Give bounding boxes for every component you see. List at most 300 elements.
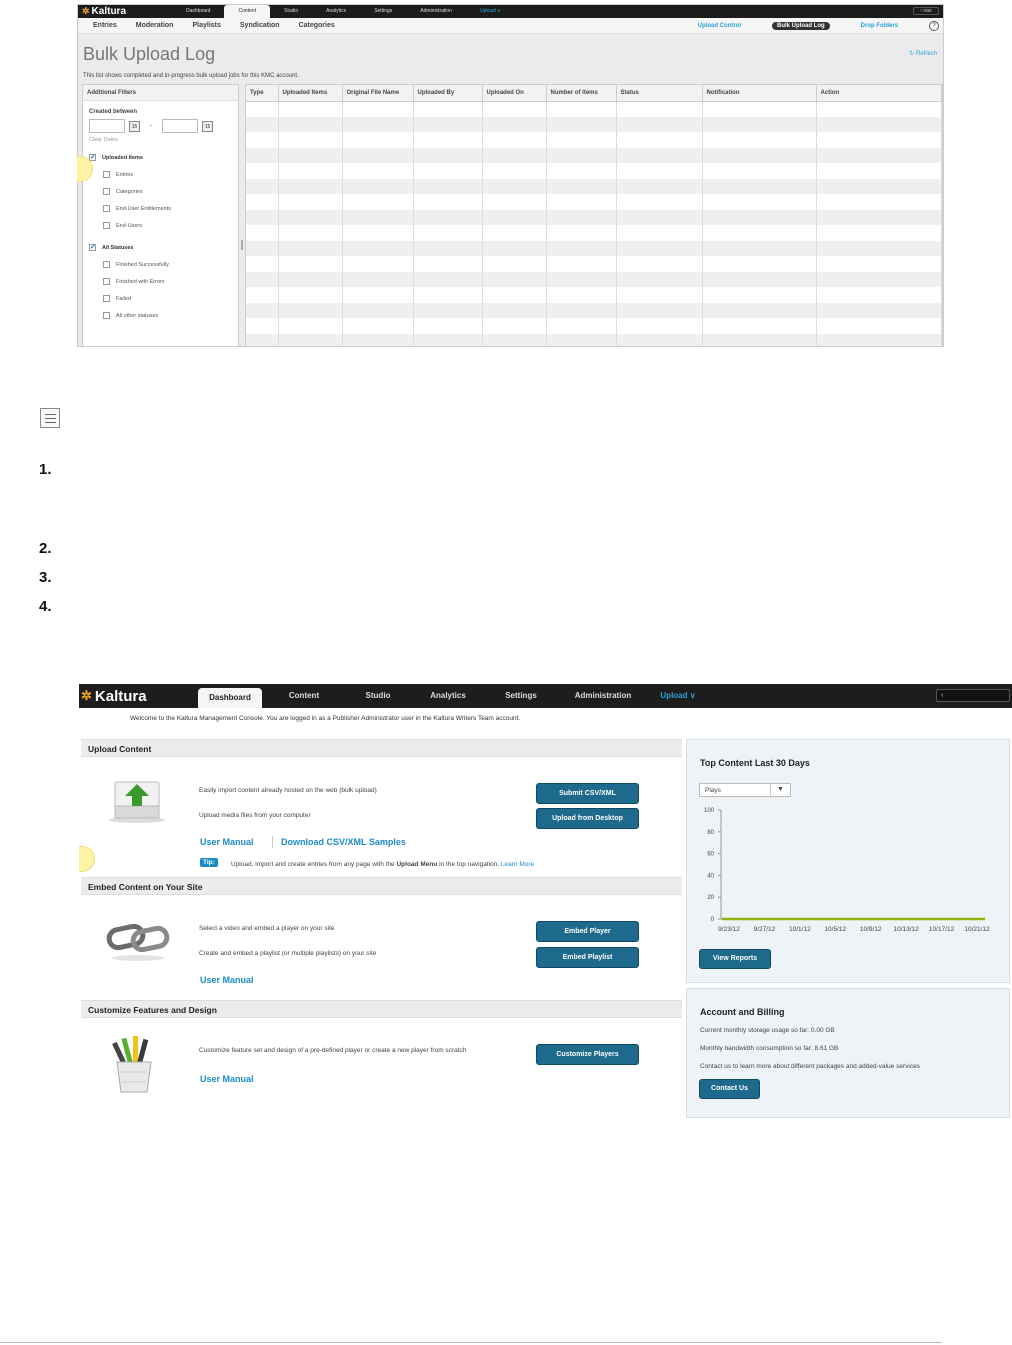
- learn-more-link[interactable]: Learn More: [500, 861, 535, 868]
- table-cell: [482, 163, 546, 179]
- x-tick-label: 10/13/12: [893, 926, 919, 933]
- table-cell: [546, 163, 616, 179]
- table-cell: [816, 132, 942, 148]
- table-row: [246, 272, 942, 288]
- nav-tab[interactable]: Upload ∨: [479, 8, 501, 14]
- table-cell: [702, 194, 816, 210]
- table-row: [246, 210, 942, 226]
- table-cell: [616, 225, 702, 241]
- table-header-row: [246, 85, 942, 101]
- table-cell: [413, 225, 482, 241]
- top-content-title: Top Content Last 30 Days: [700, 758, 810, 768]
- table-cell: [278, 179, 342, 195]
- table-cell: [246, 148, 278, 164]
- table-row: [246, 132, 942, 148]
- user-manual-link[interactable]: User Manual: [200, 1074, 254, 1084]
- column-header[interactable]: Uploaded Items: [278, 85, 342, 101]
- table-cell: [702, 334, 816, 348]
- nav-tab[interactable]: Administration: [574, 691, 632, 700]
- checkbox-icon: [103, 171, 110, 178]
- main-nav: [198, 684, 706, 708]
- kaltura-logo[interactable]: ✲ Kaltura: [82, 6, 126, 17]
- nav-tab[interactable]: Content: [288, 691, 320, 700]
- item-type-checkbox[interactable]: [89, 166, 232, 183]
- contact-us-button[interactable]: Contact Us: [699, 1079, 760, 1099]
- kaltura-logo[interactable]: ✲ Kaltura: [81, 687, 147, 705]
- table-row: [246, 225, 942, 241]
- kaltura-star-icon: ✲: [82, 6, 90, 16]
- start-date-input[interactable]: [89, 119, 125, 133]
- table-cell: [246, 287, 278, 303]
- table-cell: [278, 318, 342, 334]
- content-subnav-left: [93, 22, 354, 29]
- subnav-tab[interactable]: Moderation: [135, 22, 174, 29]
- table-cell: [546, 256, 616, 272]
- table-cell: [482, 241, 546, 257]
- table-cell: [546, 148, 616, 164]
- date-separator: -: [150, 123, 152, 129]
- checkbox-icon: [103, 205, 110, 212]
- page-description: This list shows completed and in-progress bulk upload jobs for this KMC account.: [83, 73, 299, 79]
- user-menu[interactable]: ‹ nan: [913, 7, 939, 15]
- y-tick-label: 20: [707, 895, 714, 902]
- table-cell: [616, 241, 702, 257]
- table-cell: [616, 101, 702, 117]
- table-cell: [616, 179, 702, 195]
- nav-tab[interactable]: Dashboard: [198, 688, 262, 708]
- table-cell: [342, 241, 413, 257]
- table-cell: [246, 179, 278, 195]
- uploaded-items-checkbox[interactable]: ✓ Uploaded Items: [90, 154, 143, 161]
- table-cell: [816, 117, 942, 133]
- table-cell: [482, 210, 546, 226]
- column-header[interactable]: Original File Name: [342, 85, 413, 101]
- status-checkbox[interactable]: [89, 290, 232, 307]
- table-cell: [616, 194, 702, 210]
- chain-link-icon: [105, 920, 171, 962]
- column-header[interactable]: Uploaded By: [413, 85, 482, 101]
- table-cell: [342, 334, 413, 348]
- table-cell: [702, 287, 816, 303]
- checkbox-icon: [103, 295, 110, 302]
- bulk-upload-log-screenshot: [77, 4, 944, 347]
- top-content-chart: [693, 804, 993, 944]
- subnav-tab[interactable]: Categories: [298, 22, 335, 29]
- table-cell: [546, 117, 616, 133]
- table-cell: [546, 272, 616, 288]
- table-cell: [546, 225, 616, 241]
- checkbox-label: All other statuses: [116, 312, 159, 319]
- table-row: [246, 256, 942, 272]
- embed-content-heading: Embed Content on Your Site: [81, 877, 682, 895]
- table-cell: [616, 334, 702, 348]
- checked-checkbox-icon: ✓: [90, 244, 96, 251]
- table-cell: [413, 179, 482, 195]
- table-cell: [616, 318, 702, 334]
- kmc-dashboard-screenshot: [79, 684, 1012, 1120]
- checkbox-label: Categories: [116, 188, 143, 195]
- footer-divider: [0, 1342, 942, 1343]
- table-row: [246, 334, 942, 348]
- table-cell: [702, 256, 816, 272]
- table-cell: [246, 225, 278, 241]
- table-cell: [342, 148, 413, 164]
- table-cell: [702, 117, 816, 133]
- table-cell: [413, 241, 482, 257]
- table-cell: [482, 194, 546, 210]
- table-cell: [413, 101, 482, 117]
- table-cell: [546, 210, 616, 226]
- table-cell: [702, 225, 816, 241]
- table-cell: [278, 117, 342, 133]
- nav-tab[interactable]: Studio: [283, 8, 299, 14]
- table-cell: [616, 256, 702, 272]
- numbered-list-icon: [40, 408, 60, 428]
- table-cell: [413, 287, 482, 303]
- table-cell: [342, 318, 413, 334]
- table-row: [246, 117, 942, 133]
- table-cell: [702, 132, 816, 148]
- top-content-panel: [686, 739, 1010, 983]
- table-cell: [546, 132, 616, 148]
- x-tick-label: 9/27/12: [753, 926, 776, 933]
- table-cell: [342, 101, 413, 117]
- table-cell: [616, 303, 702, 319]
- embed-player-button[interactable]: Embed Player: [536, 921, 639, 942]
- table-cell: [482, 117, 546, 133]
- table-row: [246, 194, 942, 210]
- main-nav: [172, 5, 515, 18]
- x-tick-label: 9/23/12: [718, 926, 740, 933]
- item-type-checkbox[interactable]: [89, 183, 232, 200]
- table-cell: [482, 101, 546, 117]
- table-cell: [482, 303, 546, 319]
- table-cell: [278, 210, 342, 226]
- bulk-upload-table: [245, 84, 943, 347]
- table-cell: [413, 256, 482, 272]
- table-cell: [246, 194, 278, 210]
- table-cell: [342, 272, 413, 288]
- table-cell: [246, 163, 278, 179]
- table-cell: [278, 303, 342, 319]
- nav-tab[interactable]: Upload ∨: [660, 691, 696, 700]
- table-cell: [413, 117, 482, 133]
- user-manual-link[interactable]: User Manual: [200, 975, 254, 985]
- table-cell: [342, 210, 413, 226]
- checkbox-label: Finished Successfully: [116, 261, 169, 268]
- table-cell: [342, 287, 413, 303]
- table-cell: [546, 194, 616, 210]
- splitter-grip-icon[interactable]: [241, 240, 243, 250]
- table-cell: [413, 132, 482, 148]
- submit-csv-xml-button[interactable]: Submit CSV/XML: [536, 783, 639, 804]
- item-type-checkbox[interactable]: [89, 200, 232, 217]
- tab-bulk-upload-log[interactable]: Bulk Upload Log: [772, 22, 830, 30]
- table-cell: [616, 117, 702, 133]
- status-checkbox[interactable]: [89, 307, 232, 324]
- page-title: Bulk Upload Log: [83, 44, 216, 64]
- clear-dates-link[interactable]: Clear Dates: [89, 137, 119, 143]
- column-header[interactable]: Type: [246, 85, 278, 101]
- table-cell: [413, 163, 482, 179]
- table-cell: [278, 287, 342, 303]
- table-cell: [278, 256, 342, 272]
- table-row: [246, 287, 942, 303]
- table-cell: [616, 132, 702, 148]
- table-cell: [246, 241, 278, 257]
- nav-tab[interactable]: Dashboard: [186, 8, 211, 14]
- table-cell: [616, 163, 702, 179]
- status-filters: [89, 256, 232, 324]
- column-header[interactable]: Status: [616, 85, 702, 101]
- tab-upload-control[interactable]: Upload Control: [697, 23, 741, 29]
- checkbox-label: End-Users: [116, 222, 142, 229]
- nav-tab[interactable]: Administration: [420, 8, 452, 14]
- table-cell: [546, 179, 616, 195]
- table-cell: [816, 194, 942, 210]
- table-cell: [702, 148, 816, 164]
- status-checkbox[interactable]: [89, 256, 232, 273]
- table-cell: [482, 225, 546, 241]
- table-cell: [413, 210, 482, 226]
- table-cell: [816, 179, 942, 195]
- step-number: 2.: [39, 540, 52, 557]
- bandwidth-usage-text: Monthly bandwidth consumption so far: 8.61 GB: [700, 1045, 839, 1052]
- table-cell: [278, 194, 342, 210]
- table-row: [246, 318, 942, 334]
- help-icon[interactable]: ?: [929, 21, 939, 31]
- user-manual-link[interactable]: User Manual: [200, 837, 254, 847]
- end-date-input[interactable]: [162, 119, 198, 133]
- step-number: 3.: [39, 569, 52, 586]
- x-tick-label: 10/17/12: [928, 926, 955, 933]
- subnav-tab[interactable]: Syndication: [239, 22, 280, 29]
- table-row: [246, 148, 942, 164]
- table-cell: [342, 225, 413, 241]
- nav-tab[interactable]: Content: [224, 5, 270, 18]
- table-cell: [246, 256, 278, 272]
- checkbox-label: Entries: [116, 171, 134, 178]
- y-tick-label: 100: [703, 808, 714, 814]
- customize-players-button[interactable]: Customize Players: [536, 1044, 639, 1065]
- filters-heading: Additional Filters: [83, 85, 238, 101]
- table-cell: [702, 241, 816, 257]
- table-cell: [246, 101, 278, 117]
- upload-box-icon: [105, 776, 169, 824]
- table-cell: [702, 303, 816, 319]
- table-cell: [482, 132, 546, 148]
- table-body: [246, 101, 942, 347]
- user-menu[interactable]: ‹: [936, 689, 1010, 702]
- table-cell: [278, 225, 342, 241]
- nav-tab[interactable]: Settings: [374, 8, 393, 14]
- welcome-message: Welcome to the Kaltura Management Console. You are logged in as a Publisher Administrator user in the Kaltura Writers Team account.: [130, 715, 521, 722]
- content-subnav: [78, 18, 943, 34]
- table-cell: [278, 132, 342, 148]
- table-cell: [246, 132, 278, 148]
- x-tick-label: 10/21/12: [964, 926, 990, 933]
- table-cell: [816, 256, 942, 272]
- table-cell: [816, 101, 942, 117]
- table-row: [246, 179, 942, 195]
- checkbox-icon: [103, 188, 110, 195]
- y-tick-label: 0: [710, 917, 714, 923]
- top-navigation-bar: [79, 684, 1012, 708]
- nav-tab[interactable]: Studio: [365, 691, 391, 700]
- table-row: [246, 303, 942, 319]
- table-cell: [342, 179, 413, 195]
- table-cell: [816, 287, 942, 303]
- table-cell: [246, 318, 278, 334]
- table-cell: [413, 194, 482, 210]
- calendar-icon[interactable]: 15: [202, 121, 213, 132]
- step-number: 4.: [39, 598, 52, 615]
- metric-select[interactable]: Plays ▼: [699, 783, 791, 797]
- table-cell: [616, 148, 702, 164]
- table-cell: [702, 210, 816, 226]
- column-header[interactable]: Notification: [702, 85, 816, 101]
- table-cell: [342, 256, 413, 272]
- table-row: [246, 163, 942, 179]
- tip-badge: Tip:: [200, 858, 218, 867]
- additional-filters-panel: [82, 84, 239, 347]
- x-tick-label: 10/1/12: [789, 926, 811, 933]
- table-cell: [246, 334, 278, 348]
- date-range: [89, 119, 232, 133]
- checkbox-icon: [103, 312, 110, 319]
- table-cell: [278, 163, 342, 179]
- y-tick-label: 80: [707, 829, 714, 836]
- status-checkbox[interactable]: [89, 273, 232, 290]
- y-tick-label: 60: [707, 851, 714, 858]
- table-cell: [278, 241, 342, 257]
- table-cell: [413, 334, 482, 348]
- refresh-icon: ↻: [909, 51, 916, 57]
- table-cell: [816, 225, 942, 241]
- table-cell: [546, 303, 616, 319]
- table-cell: [482, 334, 546, 348]
- table-cell: [482, 179, 546, 195]
- embed-player-text: Select a video and embed a player on your site: [199, 925, 335, 932]
- embed-playlist-button[interactable]: Embed Playlist: [536, 947, 639, 968]
- desktop-upload-text: Upload media files from your computer: [199, 812, 311, 819]
- table-cell: [413, 303, 482, 319]
- x-tick-label: 10/5/12: [824, 926, 847, 933]
- embed-playlist-text: Create and embed a playlist (or multiple playlists) on your site: [199, 950, 377, 957]
- customize-heading: Customize Features and Design: [81, 1000, 682, 1018]
- table-cell: [413, 318, 482, 334]
- checkbox-label: End-User Entitlements: [116, 205, 172, 212]
- subnav-tab[interactable]: Entries: [93, 22, 117, 29]
- table-cell: [816, 318, 942, 334]
- table-cell: [546, 287, 616, 303]
- view-reports-button[interactable]: View Reports: [699, 949, 771, 969]
- account-billing-title: Account and Billing: [700, 1007, 785, 1017]
- table-cell: [482, 272, 546, 288]
- checkbox-icon: [103, 222, 110, 229]
- step-number: 1.: [39, 461, 52, 478]
- link-divider: [272, 836, 273, 848]
- column-header[interactable]: Action: [816, 85, 942, 101]
- table-cell: [702, 101, 816, 117]
- table-cell: [816, 148, 942, 164]
- account-billing-panel: [686, 988, 1010, 1118]
- kaltura-star-icon: ✲: [81, 688, 92, 703]
- item-type-filters: [89, 166, 232, 234]
- table-cell: [616, 210, 702, 226]
- nav-tab[interactable]: Analytics: [326, 8, 347, 14]
- table-cell: [816, 163, 942, 179]
- content-subnav-right: [698, 21, 939, 31]
- column-header[interactable]: Number of Items: [546, 85, 616, 101]
- dropdown-arrow-icon: ▼: [770, 784, 790, 796]
- contact-info-text: Contact us to learn more about different packages and added-value services: [700, 1063, 920, 1070]
- table-cell: [246, 272, 278, 288]
- table-cell: [816, 303, 942, 319]
- table-cell: [278, 334, 342, 348]
- table-cell: [342, 303, 413, 319]
- tip-text: Upload, import and create entries from any page with the Upload Menu in the top navigation. Learn More: [231, 861, 535, 868]
- table-cell: [546, 101, 616, 117]
- calendar-icon[interactable]: 15: [129, 121, 140, 132]
- upload-from-desktop-button[interactable]: Upload from Desktop: [536, 808, 639, 829]
- table-cell: [546, 318, 616, 334]
- tab-drop-folders[interactable]: Drop Folders: [860, 23, 898, 29]
- table-cell: [342, 163, 413, 179]
- y-tick-label: 40: [707, 873, 714, 880]
- item-type-checkbox[interactable]: [89, 217, 232, 234]
- table-cell: [482, 287, 546, 303]
- checkbox-label: Finished with Errors: [116, 278, 165, 285]
- download-samples-link[interactable]: Download CSV/XML Samples: [281, 837, 406, 847]
- table-cell: [413, 272, 482, 288]
- upload-content-heading: Upload Content: [81, 739, 682, 757]
- table-cell: [342, 194, 413, 210]
- table-cell: [616, 272, 702, 288]
- table-cell: [278, 148, 342, 164]
- table-cell: [413, 148, 482, 164]
- table-cell: [246, 210, 278, 226]
- table-cell: [246, 303, 278, 319]
- subnav-tab[interactable]: Playlists: [192, 22, 221, 29]
- paint-tools-icon: [107, 1036, 161, 1094]
- table-cell: [246, 117, 278, 133]
- table-cell: [482, 318, 546, 334]
- nav-tab[interactable]: Analytics: [430, 691, 466, 700]
- table-cell: [816, 272, 942, 288]
- nav-tab[interactable]: Settings: [505, 691, 537, 700]
- table-cell: [816, 241, 942, 257]
- table-cell: [546, 334, 616, 348]
- customize-text: Customize feature set and design of a pre-defined player or create a new player from scratch: [199, 1047, 467, 1054]
- top-navigation-bar: [78, 5, 943, 18]
- refresh-link[interactable]: ↻ Refresh: [909, 51, 937, 57]
- table-cell: [482, 148, 546, 164]
- table-cell: [702, 272, 816, 288]
- table-cell: [482, 256, 546, 272]
- checked-checkbox-icon: ✓: [90, 154, 96, 161]
- table-cell: [278, 272, 342, 288]
- table-cell: [702, 179, 816, 195]
- all-statuses-checkbox[interactable]: ✓ All Statuses: [90, 244, 134, 251]
- table-cell: [616, 287, 702, 303]
- created-between-label: Created between: [89, 109, 138, 115]
- table-cell: [342, 132, 413, 148]
- table-cell: [546, 241, 616, 257]
- table-cell: [702, 318, 816, 334]
- column-header[interactable]: Uploaded On: [482, 85, 546, 101]
- storage-usage-text: Current monthly storage usage so far: 0.00 GB: [700, 1027, 835, 1034]
